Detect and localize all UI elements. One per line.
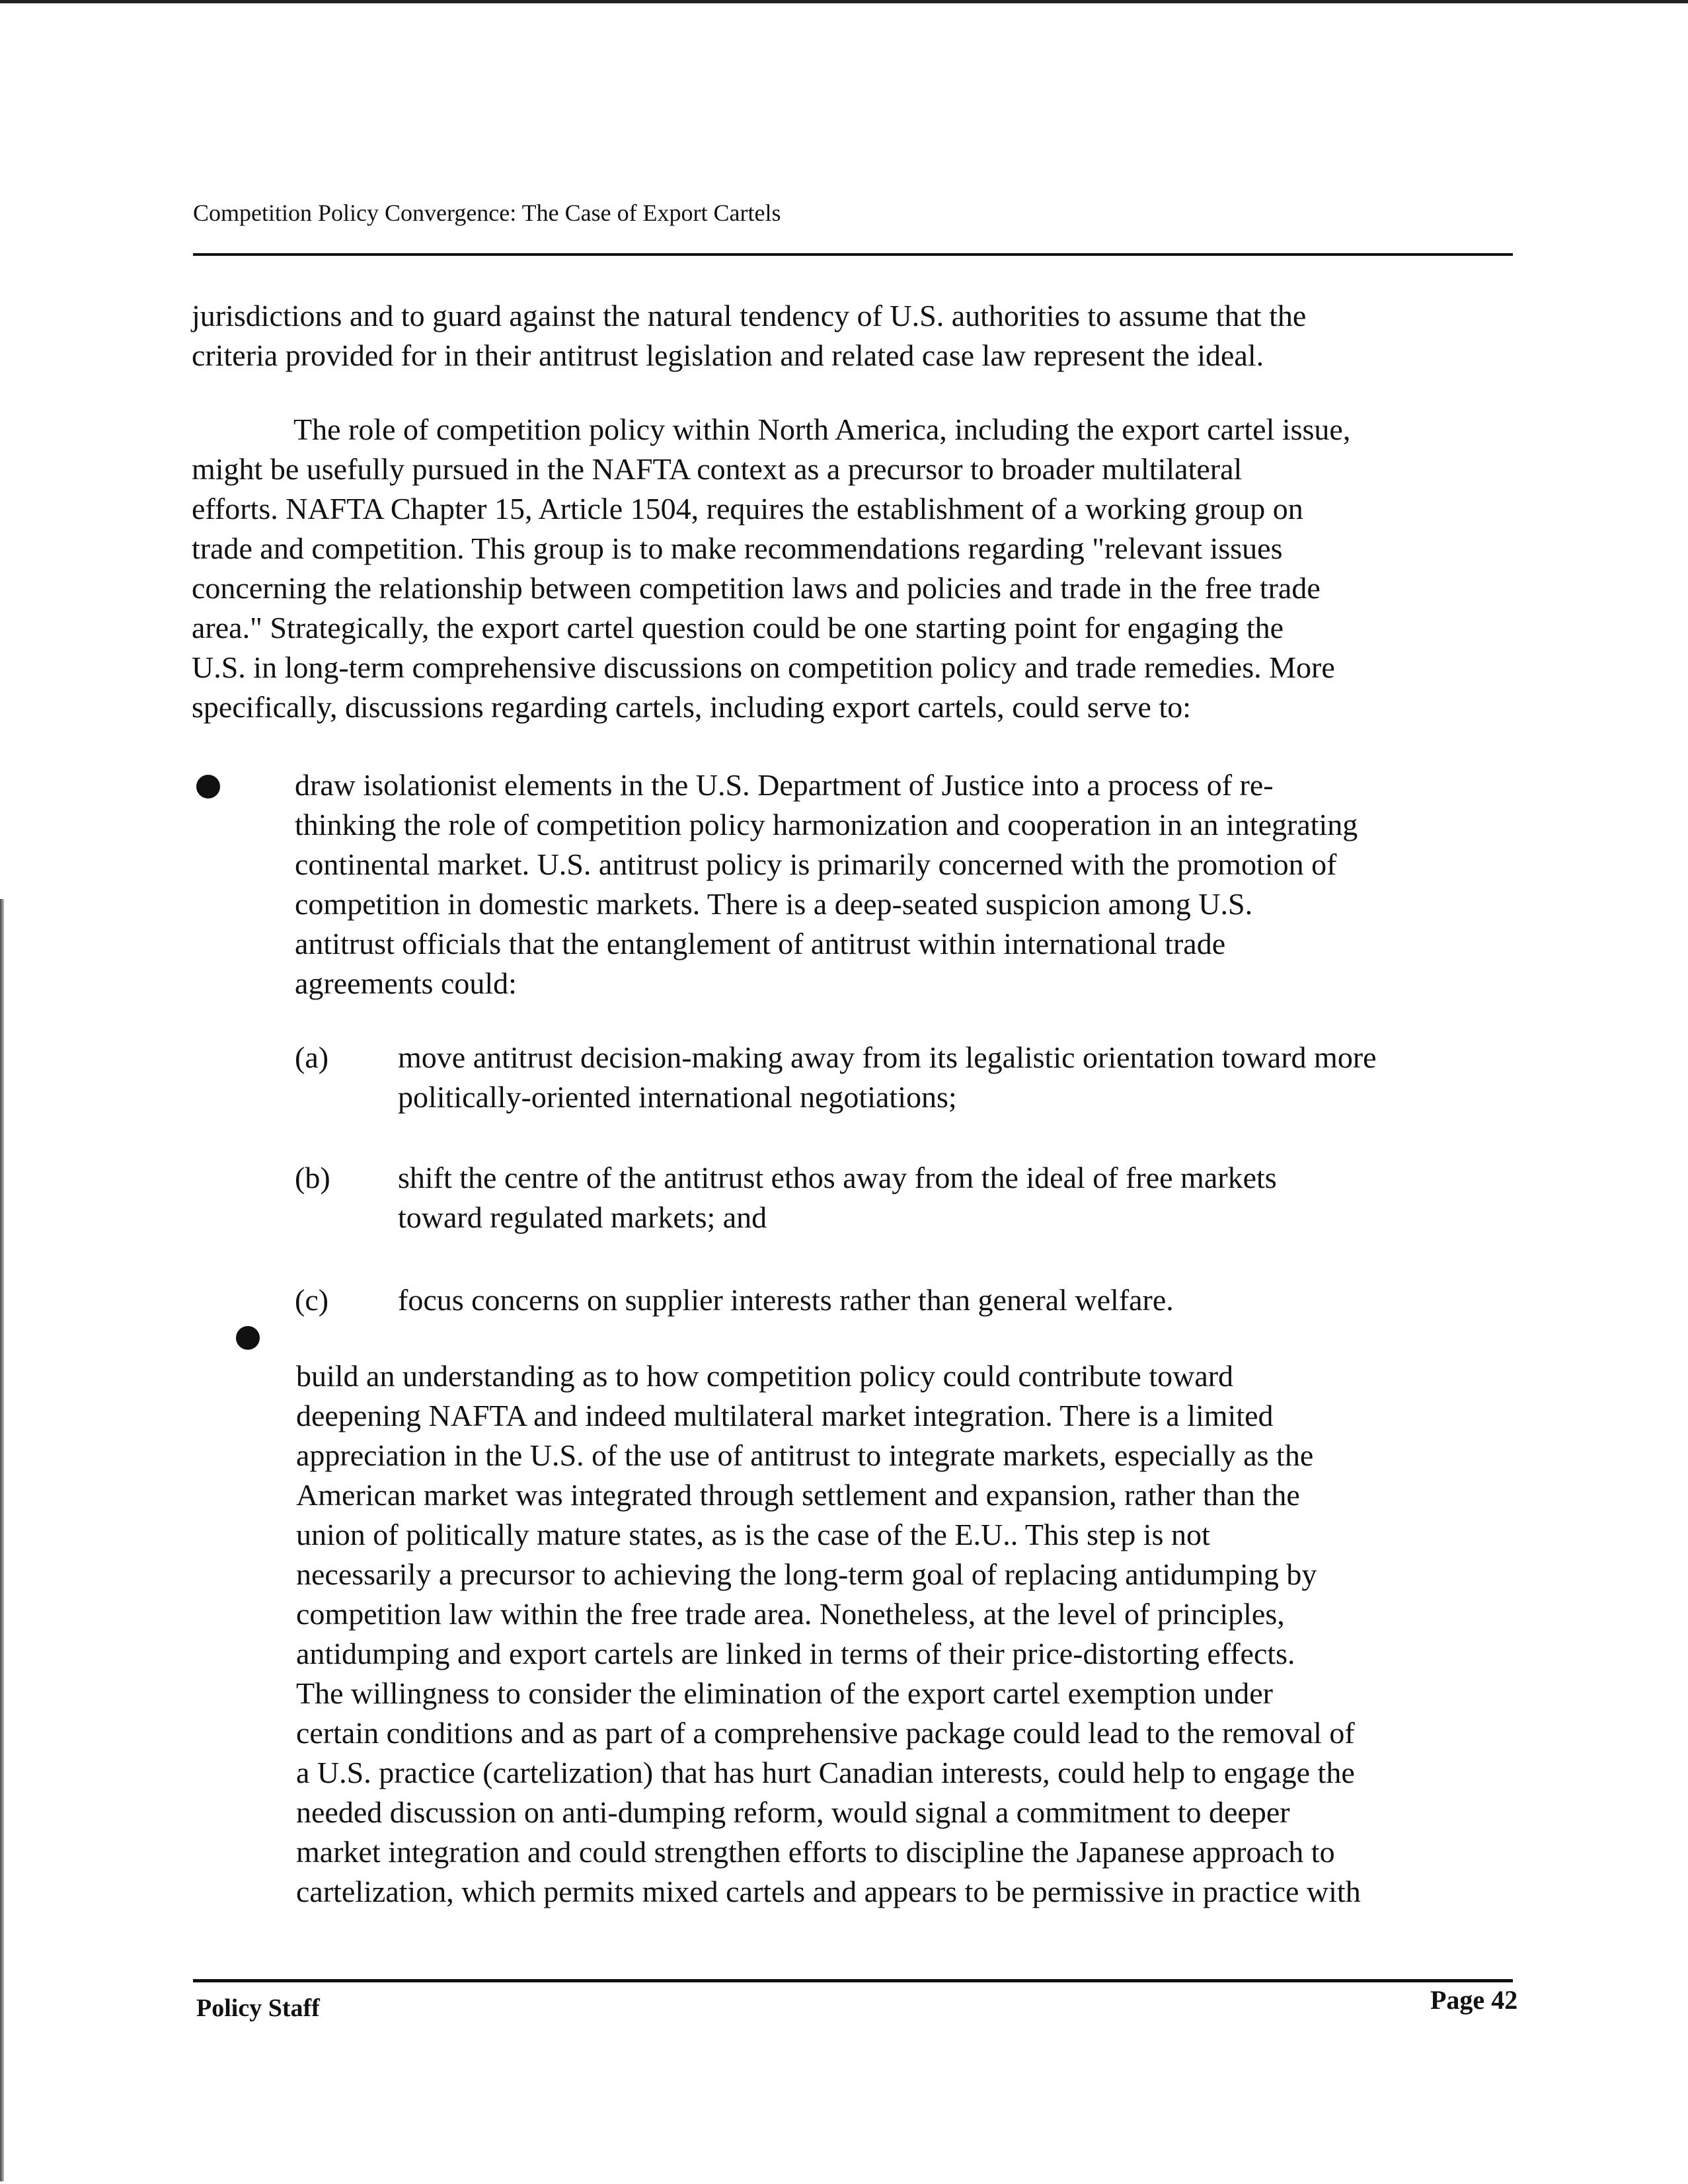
sub-item-b-line: toward regulated markets; and <box>398 1200 767 1234</box>
bullet-2-line: build an understanding as to how competition policy could contribute toward <box>296 1359 1234 1393</box>
sub-item-c <box>398 1280 1174 1320</box>
paragraph-2-line: The role of competition policy within North America, including the export cartel issue, <box>293 412 1351 446</box>
bullet-2-line: appreciation in the U.S. of the use of antitrust to integrate markets, especially as the <box>296 1438 1314 1472</box>
bullet-item-2 <box>296 1356 1361 1912</box>
sub-item-a-line: politically-oriented international negotiations; <box>398 1080 957 1114</box>
bullet-1-line: agreements could: <box>295 966 517 1000</box>
paragraph-2-line: area." Strategically, the export cartel question could be one starting point for engaging the <box>192 611 1284 644</box>
paragraph-2-line: might be usefully pursued in the NAFTA context as a precursor to broader multilateral <box>192 452 1243 486</box>
bullet-2-line: a U.S. practice (cartelization) that has hurt Canadian interests, could help to engage the <box>296 1756 1355 1789</box>
bullet-1-line: competition in domestic markets. There is a deep-seated suspicion among U.S. <box>295 887 1253 921</box>
footer-rule <box>193 1979 1513 1982</box>
sub-item-label-a: (a) <box>295 1040 329 1074</box>
bullet-2-line: deepening NAFTA and indeed multilateral market integration. There is a limited <box>296 1399 1274 1432</box>
scan-top-edge <box>0 0 1688 3</box>
bullet-dot-2 <box>236 1326 260 1350</box>
bullet-1-line: continental market. U.S. antitrust policy is primarily concerned with the promotion of <box>295 847 1337 881</box>
paragraph-2 <box>192 410 1350 727</box>
scan-left-edge <box>0 899 4 2181</box>
sub-item-label-b: (b) <box>295 1161 330 1194</box>
paragraph-2-line: efforts. NAFTA Chapter 15, Article 1504, requires the establishment of a working group on <box>192 492 1303 526</box>
sub-item-c-line: focus concerns on supplier interests rather than general welfare. <box>398 1283 1174 1317</box>
bullet-2-line: certain conditions and as part of a comprehensive package could lead to the removal of <box>296 1716 1355 1750</box>
sub-item-a <box>398 1038 1377 1117</box>
bullet-2-line: antidumping and export cartels are linked in terms of their price-distorting effects. <box>296 1637 1295 1670</box>
bullet-1-line: draw isolationist elements in the U.S. Department of Justice into a process of re- <box>295 768 1274 802</box>
paragraph-1-line: criteria provided for in their antitrust legislation and related case law represent the ideal. <box>192 338 1264 372</box>
running-header: Competition Policy Convergence: The Case of Export Cartels <box>193 200 781 226</box>
bullet-item-1 <box>295 765 1358 1003</box>
sub-item-b-line: shift the centre of the antitrust ethos away from the ideal of free markets <box>398 1161 1277 1194</box>
paragraph-2-line: trade and competition. This group is to make recommendations regarding "relevant issues <box>192 531 1283 565</box>
bullet-1-line: antitrust officials that the entanglement of antitrust within international trade <box>295 927 1226 960</box>
bullet-2-line: American market was integrated through settlement and expansion, rather than the <box>296 1478 1300 1512</box>
paragraph-2-line: concerning the relationship between competition laws and policies and trade in the free trade <box>192 571 1321 605</box>
sub-item-label-c: (c) <box>295 1283 329 1317</box>
bullet-2-line: needed discussion on anti-dumping reform, would signal a commitment to deeper <box>296 1795 1290 1829</box>
bullet-2-line: necessarily a precursor to achieving the long-term goal of replacing antidumping by <box>296 1557 1317 1591</box>
bullet-2-line: cartelization, which permits mixed cartels and appears to be permissive in practice with <box>296 1875 1361 1908</box>
sub-item-a-line: move antitrust decision-making away from its legalistic orientation toward more <box>398 1040 1377 1074</box>
bullet-2-line: market integration and could strengthen efforts to discipline the Japanese approach to <box>296 1835 1335 1869</box>
bullet-dot-1 <box>196 775 220 799</box>
paragraph-2-line: U.S. in long-term comprehensive discussions on competition policy and trade remedies. More <box>192 650 1335 684</box>
paragraph-1-line: jurisdictions and to guard against the natural tendency of U.S. authorities to assume that the <box>192 299 1307 332</box>
page-number: Page 42 <box>1430 1985 1518 2015</box>
sub-item-b <box>398 1158 1277 1237</box>
bullet-1-line: thinking the role of competition policy harmonization and cooperation in an integrating <box>295 808 1358 841</box>
bullet-2-line: competition law within the free trade area. Nonetheless, at the level of principles, <box>296 1597 1285 1631</box>
header-rule <box>193 253 1513 256</box>
bullet-2-line: The willingness to consider the elimination of the export cartel exemption under <box>296 1676 1273 1710</box>
paragraph-1 <box>192 296 1306 375</box>
footer-organization: Policy Staff <box>196 1994 320 2022</box>
bullet-2-line: union of politically mature states, as is the case of the E.U.. This step is not <box>296 1518 1210 1551</box>
paragraph-2-line: specifically, discussions regarding cartels, including export cartels, could serve to: <box>192 690 1192 724</box>
